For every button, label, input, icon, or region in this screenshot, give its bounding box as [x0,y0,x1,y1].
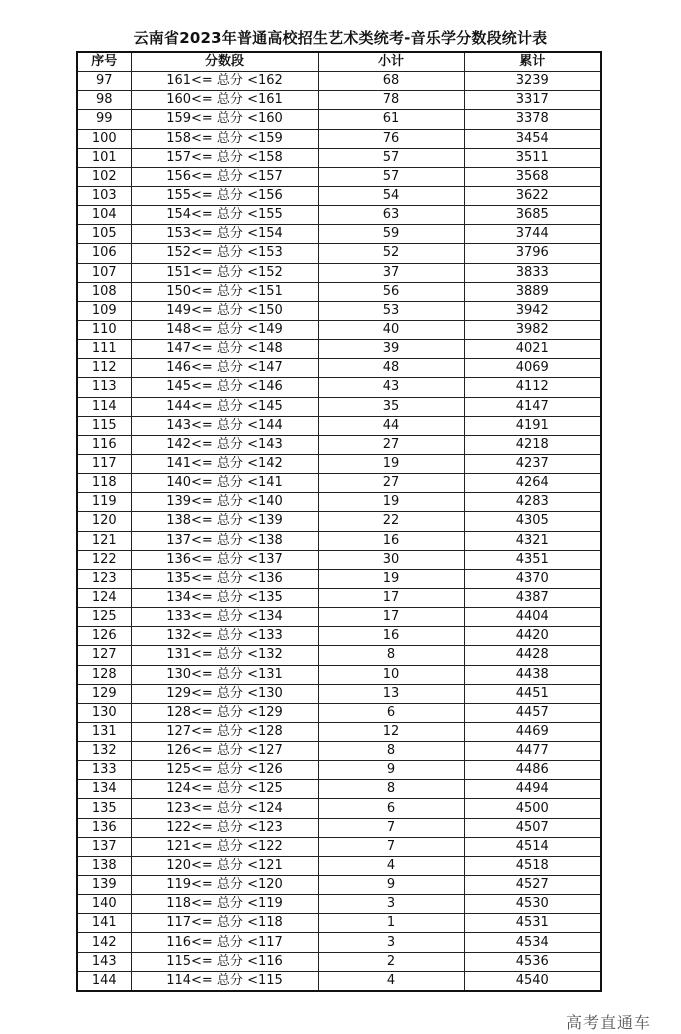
cell-subtotal: 56 [318,282,464,301]
cell-score-range: 144<= 总分 <145 [131,397,318,416]
table-header-row [77,52,601,72]
cell-cumulative: 3889 [464,282,601,301]
header-score-range: 分数段 [131,52,318,72]
cell-subtotal: 4 [318,971,464,991]
cell-score-range: 156<= 总分 <157 [131,167,318,186]
cell-cumulative: 3744 [464,225,601,244]
cell-cumulative: 4321 [464,531,601,550]
cell-index: 109 [77,301,131,320]
cell-cumulative: 4351 [464,550,601,569]
cell-cumulative: 4531 [464,914,601,933]
header-cumulative: 累计 [464,52,601,72]
cell-cumulative: 4069 [464,359,601,378]
cell-index: 111 [77,340,131,359]
table-row [77,206,601,225]
cell-index: 103 [77,186,131,205]
cell-index: 131 [77,722,131,741]
table-row [77,895,601,914]
cell-index: 130 [77,703,131,722]
cell-subtotal: 22 [318,512,464,531]
page-title: 云南省2023年普通高校招生艺术类统考-音乐学分数段统计表 [133,29,548,47]
cell-score-range: 137<= 总分 <138 [131,531,318,550]
cell-subtotal: 37 [318,263,464,282]
cell-index: 108 [77,282,131,301]
cell-score-range: 127<= 总分 <128 [131,722,318,741]
table-row [77,263,601,282]
cell-subtotal: 63 [318,206,464,225]
cell-score-range: 134<= 总分 <135 [131,588,318,607]
table-row [77,971,601,991]
cell-score-range: 131<= 总分 <132 [131,646,318,665]
cell-cumulative: 4438 [464,665,601,684]
cell-index: 125 [77,608,131,627]
table-row [77,665,601,684]
cell-subtotal: 57 [318,148,464,167]
cell-subtotal: 19 [318,493,464,512]
cell-index: 118 [77,474,131,493]
table-row [77,91,601,110]
cell-cumulative: 3568 [464,167,601,186]
table-row [77,454,601,473]
cell-index: 122 [77,550,131,569]
cell-subtotal: 9 [318,761,464,780]
cell-score-range: 161<= 总分 <162 [131,72,318,91]
cell-index: 133 [77,761,131,780]
cell-subtotal: 13 [318,684,464,703]
cell-index: 112 [77,359,131,378]
cell-cumulative: 3942 [464,301,601,320]
cell-cumulative: 3796 [464,244,601,263]
cell-score-range: 149<= 总分 <150 [131,301,318,320]
cell-cumulative: 4536 [464,952,601,971]
cell-cumulative: 3982 [464,320,601,339]
cell-subtotal: 17 [318,588,464,607]
cell-subtotal: 12 [318,722,464,741]
cell-score-range: 155<= 总分 <156 [131,186,318,205]
cell-subtotal: 59 [318,225,464,244]
cell-index: 139 [77,876,131,895]
cell-cumulative: 3685 [464,206,601,225]
table-row [77,684,601,703]
cell-subtotal: 10 [318,665,464,684]
cell-index: 116 [77,435,131,454]
cell-score-range: 152<= 总分 <153 [131,244,318,263]
cell-index: 142 [77,933,131,952]
cell-subtotal: 35 [318,397,464,416]
cell-score-range: 114<= 总分 <115 [131,971,318,991]
cell-subtotal: 7 [318,818,464,837]
table-row [77,282,601,301]
cell-subtotal: 6 [318,703,464,722]
cell-index: 110 [77,320,131,339]
cell-cumulative: 3833 [464,263,601,282]
cell-score-range: 126<= 总分 <127 [131,742,318,761]
cell-cumulative: 4477 [464,742,601,761]
table-row [77,780,601,799]
cell-score-range: 136<= 总分 <137 [131,550,318,569]
cell-index: 117 [77,454,131,473]
cell-subtotal: 2 [318,952,464,971]
table-row [77,914,601,933]
cell-index: 126 [77,627,131,646]
cell-index: 120 [77,512,131,531]
table-row [77,474,601,493]
table-row [77,722,601,741]
table-row [77,569,601,588]
cell-score-range: 147<= 总分 <148 [131,340,318,359]
table-row [77,72,601,91]
table-row [77,110,601,129]
table-row [77,435,601,454]
cell-score-range: 143<= 总分 <144 [131,416,318,435]
table-row [77,799,601,818]
cell-subtotal: 52 [318,244,464,263]
cell-score-range: 160<= 总分 <161 [131,91,318,110]
header-index: 序号 [77,52,131,72]
cell-subtotal: 54 [318,186,464,205]
cell-index: 119 [77,493,131,512]
cell-cumulative: 4494 [464,780,601,799]
cell-index: 134 [77,780,131,799]
table-row [77,627,601,646]
cell-cumulative: 4218 [464,435,601,454]
table-row [77,320,601,339]
table-row [77,837,601,856]
cell-score-range: 120<= 总分 <121 [131,856,318,875]
cell-subtotal: 61 [318,110,464,129]
cell-cumulative: 4451 [464,684,601,703]
cell-subtotal: 6 [318,799,464,818]
cell-cumulative: 4237 [464,454,601,473]
cell-cumulative: 4404 [464,608,601,627]
cell-index: 141 [77,914,131,933]
cell-cumulative: 4305 [464,512,601,531]
table-row [77,129,601,148]
cell-score-range: 118<= 总分 <119 [131,895,318,914]
cell-cumulative: 3454 [464,129,601,148]
cell-index: 97 [77,72,131,91]
cell-cumulative: 4527 [464,876,601,895]
table-row [77,378,601,397]
table-row [77,856,601,875]
cell-index: 136 [77,818,131,837]
cell-index: 138 [77,856,131,875]
cell-index: 102 [77,167,131,186]
cell-index: 135 [77,799,131,818]
cell-cumulative: 4500 [464,799,601,818]
cell-subtotal: 16 [318,627,464,646]
cell-score-range: 116<= 总分 <117 [131,933,318,952]
cell-subtotal: 19 [318,569,464,588]
cell-subtotal: 57 [318,167,464,186]
header-subtotal: 小计 [318,52,464,72]
cell-score-range: 159<= 总分 <160 [131,110,318,129]
cell-score-range: 135<= 总分 <136 [131,569,318,588]
table-row [77,550,601,569]
cell-cumulative: 4112 [464,378,601,397]
cell-score-range: 158<= 总分 <159 [131,129,318,148]
cell-score-range: 133<= 总分 <134 [131,608,318,627]
cell-score-range: 146<= 总分 <147 [131,359,318,378]
cell-subtotal: 39 [318,340,464,359]
cell-score-range: 142<= 总分 <143 [131,435,318,454]
cell-score-range: 119<= 总分 <120 [131,876,318,895]
table-row [77,588,601,607]
cell-subtotal: 8 [318,780,464,799]
cell-cumulative: 3378 [464,110,601,129]
cell-cumulative: 4514 [464,837,601,856]
table-row [77,818,601,837]
cell-cumulative: 4264 [464,474,601,493]
cell-score-range: 129<= 总分 <130 [131,684,318,703]
table-row [77,167,601,186]
cell-subtotal: 27 [318,474,464,493]
cell-subtotal: 48 [318,359,464,378]
cell-subtotal: 3 [318,895,464,914]
cell-score-range: 141<= 总分 <142 [131,454,318,473]
cell-subtotal: 16 [318,531,464,550]
table-row [77,186,601,205]
cell-cumulative: 4387 [464,588,601,607]
cell-index: 98 [77,91,131,110]
cell-index: 137 [77,837,131,856]
table-row [77,703,601,722]
cell-cumulative: 4507 [464,818,601,837]
table-row [77,646,601,665]
watermark: 高考直通车 [565,1013,651,1032]
cell-index: 123 [77,569,131,588]
score-distribution-table [76,51,602,992]
cell-index: 99 [77,110,131,129]
cell-subtotal: 1 [318,914,464,933]
cell-index: 107 [77,263,131,282]
cell-cumulative: 4469 [464,722,601,741]
cell-score-range: 117<= 总分 <118 [131,914,318,933]
cell-index: 106 [77,244,131,263]
cell-cumulative: 4420 [464,627,601,646]
cell-cumulative: 4021 [464,340,601,359]
table-row [77,493,601,512]
cell-cumulative: 4518 [464,856,601,875]
cell-subtotal: 76 [318,129,464,148]
cell-score-range: 151<= 总分 <152 [131,263,318,282]
cell-score-range: 121<= 总分 <122 [131,837,318,856]
cell-index: 114 [77,397,131,416]
table-row [77,416,601,435]
cell-cumulative: 3622 [464,186,601,205]
table-row [77,531,601,550]
cell-cumulative: 4147 [464,397,601,416]
table-row [77,340,601,359]
cell-index: 132 [77,742,131,761]
cell-subtotal: 44 [318,416,464,435]
table-row [77,148,601,167]
cell-subtotal: 4 [318,856,464,875]
cell-score-range: 122<= 总分 <123 [131,818,318,837]
table-row [77,397,601,416]
cell-cumulative: 4486 [464,761,601,780]
cell-score-range: 128<= 总分 <129 [131,703,318,722]
cell-index: 100 [77,129,131,148]
cell-score-range: 157<= 总分 <158 [131,148,318,167]
cell-cumulative: 4370 [464,569,601,588]
cell-subtotal: 19 [318,454,464,473]
cell-score-range: 150<= 总分 <151 [131,282,318,301]
cell-subtotal: 40 [318,320,464,339]
cell-subtotal: 3 [318,933,464,952]
cell-subtotal: 9 [318,876,464,895]
cell-subtotal: 43 [318,378,464,397]
table-row [77,225,601,244]
cell-cumulative: 3317 [464,91,601,110]
cell-score-range: 130<= 总分 <131 [131,665,318,684]
cell-index: 143 [77,952,131,971]
table-row [77,952,601,971]
table-row [77,761,601,780]
cell-subtotal: 53 [318,301,464,320]
cell-score-range: 145<= 总分 <146 [131,378,318,397]
cell-cumulative: 4534 [464,933,601,952]
table-row [77,876,601,895]
table-row [77,359,601,378]
cell-score-range: 139<= 总分 <140 [131,493,318,512]
cell-score-range: 153<= 总分 <154 [131,225,318,244]
cell-cumulative: 3239 [464,72,601,91]
cell-score-range: 132<= 总分 <133 [131,627,318,646]
cell-subtotal: 8 [318,742,464,761]
cell-score-range: 125<= 总分 <126 [131,761,318,780]
table-row [77,512,601,531]
cell-score-range: 154<= 总分 <155 [131,206,318,225]
table-row [77,742,601,761]
cell-cumulative: 4283 [464,493,601,512]
cell-subtotal: 8 [318,646,464,665]
cell-index: 140 [77,895,131,914]
cell-score-range: 123<= 总分 <124 [131,799,318,818]
cell-cumulative: 4191 [464,416,601,435]
cell-index: 104 [77,206,131,225]
cell-score-range: 115<= 总分 <116 [131,952,318,971]
cell-cumulative: 4457 [464,703,601,722]
cell-subtotal: 27 [318,435,464,454]
cell-index: 101 [77,148,131,167]
table-row [77,608,601,627]
cell-subtotal: 7 [318,837,464,856]
cell-cumulative: 4428 [464,646,601,665]
cell-index: 105 [77,225,131,244]
cell-score-range: 148<= 总分 <149 [131,320,318,339]
table-row [77,244,601,263]
cell-cumulative: 4530 [464,895,601,914]
cell-index: 129 [77,684,131,703]
cell-subtotal: 17 [318,608,464,627]
cell-score-range: 140<= 总分 <141 [131,474,318,493]
cell-score-range: 124<= 总分 <125 [131,780,318,799]
cell-subtotal: 78 [318,91,464,110]
cell-index: 113 [77,378,131,397]
cell-index: 144 [77,971,131,991]
table-row [77,933,601,952]
cell-index: 127 [77,646,131,665]
cell-score-range: 138<= 总分 <139 [131,512,318,531]
cell-cumulative: 3511 [464,148,601,167]
cell-index: 124 [77,588,131,607]
table-row [77,301,601,320]
cell-subtotal: 30 [318,550,464,569]
cell-cumulative: 4540 [464,971,601,991]
cell-index: 115 [77,416,131,435]
cell-index: 128 [77,665,131,684]
cell-index: 121 [77,531,131,550]
cell-subtotal: 68 [318,72,464,91]
